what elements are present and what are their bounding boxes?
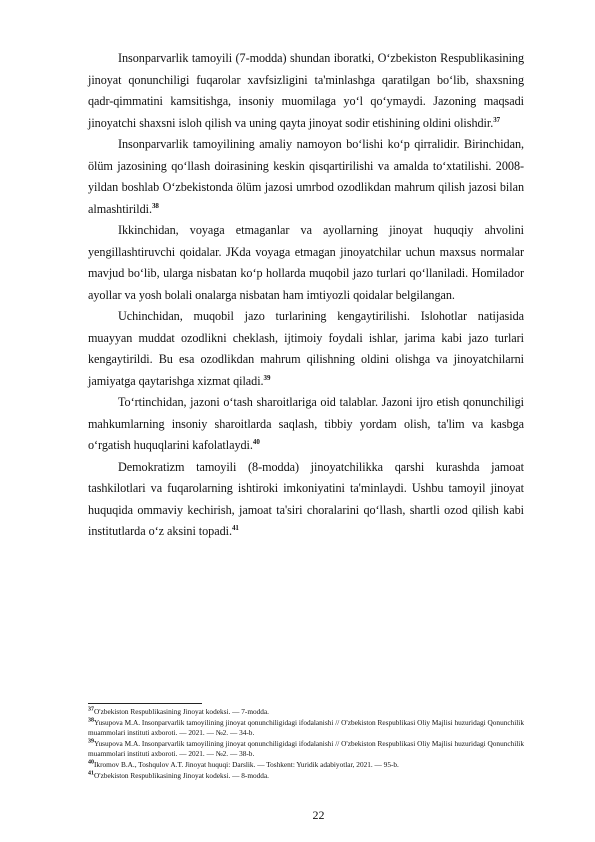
footnote-ref-41[interactable]: 41	[231, 523, 239, 532]
main-text	[88, 48, 524, 543]
footnote-39: $^{39}$Yusupova M.A. Insonparvarlik tamoyilining jinoyat qonunchiligidagi ifodalanishi // O'zbekiston Respublikasi Oliy Majlisi huzuridagi Qonunchilik muammolari instituti axboroti. — 2021. — №2. — 38-b.	[88, 738, 524, 759]
footnote-38: $^{38}$Yusupova M.A. Insonparvarlik tamoyilining jinoyat qonunchiligidagi ifodalanishi // O'zbekiston Respublikasi Oliy Majlisi huzuridagi Qonunchilik muammolari instituti axboroti. — 2021. — №2. — 34-b.	[88, 717, 524, 738]
footnote-40: $^{40}$Ikromov B.A., Toshqulov A.T. Jinoyat huquqi: Darslik. — Toshkent: Yuridik adabiyotlar, 2021. — 95-b.	[88, 759, 399, 769]
paragraph-democracy-principle: Demokratizm tamoyili (8-modda) jinoyatchilikka qarshi kurashda jamoat tashkilotlari va fuqarolarning ishtiroki imkoniyatini ta'minlaydi. Ushbu tamoyil jinoyat huquqida ommaviy kechirish, jamoat ta'siri choralarini qo‘llash, shartli ozod qilish kabi institutlarda o‘z aksini topadi.$^{41}$	[88, 459, 524, 538]
footnote-ref-40[interactable]: 40	[252, 437, 260, 446]
page-number: 22	[312, 808, 325, 822]
footnote-ref-38[interactable]: 38	[151, 201, 159, 210]
paragraph-fourth-point: To‘rtinchidan, jazoni o‘tash sharoitlariga oid talablar. Jazoni ijro etish qonunchiligi mahkumlarning insoniy sharoitlarda saqlash, tibbiy yordam olish, ta'lim va kasbga o‘rgatish huquqlarini kafolatlaydi.$^{40}$	[88, 395, 524, 452]
footnote-separator	[88, 703, 202, 704]
footnote-ref-39[interactable]: 39	[263, 373, 271, 382]
paragraph-third-point: Uchinchidan, muqobil jazo turlarining kengaytirilishi. Islohotlar natijasida muayyan muddat ozodlikni cheklash, ijtimoiy foydali ishlar, jarima kabi jazo turlari kengaytirildi. Bu esa ozodlikdan mahrum qilishning oldini olishga va jinoyatchilarni jamiyatga qaytarishga xizmat qiladi.$^{39}$	[88, 309, 524, 388]
footnotes-section	[88, 703, 524, 781]
paragraph-humanism-principle: Insonparvarlik tamoyili (7-modda) shundan iboratki, O‘zbekiston Respublikasining jinoyat qonunchiligi fuqarolar xavfsizligini ta'minlashga qaratilgan bo‘lib, shaxsning qadr-qimmatini kamsitishga, insoniy muomilaga yo‘l qo‘ymaydi. Jazoning maqsadi jinoyatchi shaxsni isloh qilish va uning qayta jinoyat sodir etishining oldini olishdir.$^{37}$	[88, 51, 524, 130]
paragraph-second-point: Ikkinchidan, voyaga etmaganlar va ayollarning jinoyat huquqiy ahvolini yengillashtiruvchi qoidalar. JKda voyaga etmagan jinoyatchilar uchun maxsus normalar mavjud bo‘lib, ularga nisbatan ko‘p hollarda muqobil jazo turlari qo‘llaniladi. Homilador ayollar va yosh bolali onalarga nisbatan ham imtiyozli qoidalar belgilangan.	[88, 223, 524, 302]
footnote-37: $^{37}$O'zbekiston Respublikasining Jinoyat kodeksi. — 7-modda.	[88, 706, 270, 716]
paragraph-practical-manifestation: Insonparvarlik tamoyilining amaliy namoyon bo‘lishi ko‘p qirralidir. Birinchidan, ölüm jazosining qo‘llash doirasining keskin qisqartirilishi va amalda to‘xtatilishi. 2008-yildan boshlab O‘zbekistonda ölüm jazosi umrbod ozodlikdan mahrum qilish jazosi bilan almashtirildi.$^{38}$	[88, 137, 524, 216]
footnote-41: $^{41}$O'zbekiston Respublikasining Jinoyat kodeksi. — 8-modda.	[88, 770, 270, 780]
footnote-ref-37[interactable]: 37	[493, 115, 501, 124]
